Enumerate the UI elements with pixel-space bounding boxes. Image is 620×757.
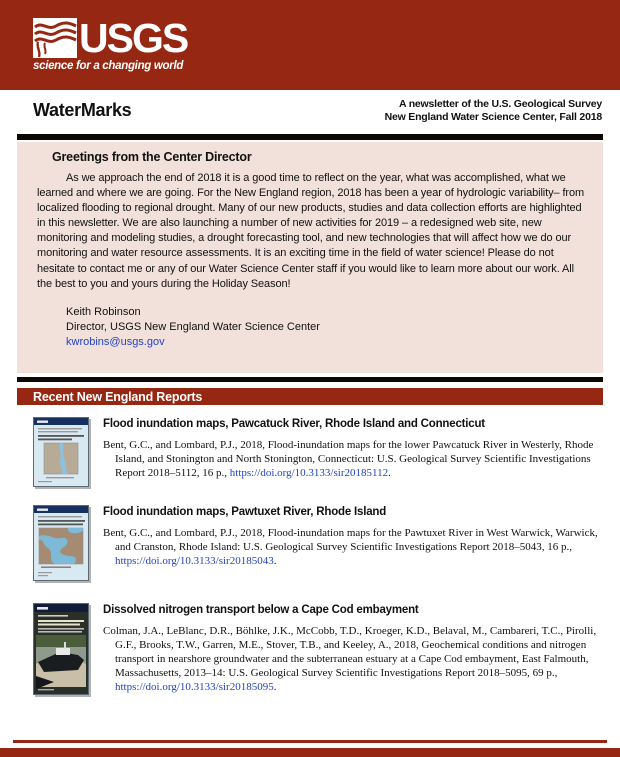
report-cover-thumbnail [33, 505, 89, 581]
doi-link[interactable]: https://doi.org/10.3133/sir20185095 [115, 681, 274, 693]
doi-link[interactable]: https://doi.org/10.3133/sir20185112 [229, 467, 389, 479]
reports-section-heading: Recent New England Reports [33, 389, 203, 404]
newsletter-title: WaterMarks [33, 100, 132, 120]
reports-section-header [17, 388, 603, 405]
report-cover-thumbnail [33, 417, 89, 487]
report-content [103, 603, 603, 694]
signature-title: Director, USGS New England Water Science Center [66, 320, 320, 333]
signature-name: Keith Robinson [66, 305, 141, 318]
report-title: Flood inundation maps, Pawtuxet River, Rhode Island [103, 506, 387, 518]
report-citation [103, 526, 603, 568]
report-citation [103, 624, 603, 694]
signature-email-link[interactable]: kwrobins@usgs.gov [66, 335, 165, 348]
citation-suffix: . [273, 681, 277, 693]
horizontal-rule-middle [17, 377, 603, 382]
newsletter-info [385, 98, 602, 123]
greeting-panel [17, 142, 603, 373]
greeting-heading: Greetings from the Center Director [52, 150, 252, 164]
citation-suffix: . [388, 467, 391, 479]
report-citation [103, 438, 603, 480]
newsletter-info-line2: New England Water Science Center, Fall 2018 [384, 110, 602, 123]
usgs-logo [33, 15, 188, 61]
citation-text: Bent, G.C., and Lombard, P.J., 2018, Flood-inundation maps for the lower Pawcatuck River in Westerly, Rhode Island, and Stonington and North Stonington, Connecticut: U.S. Geological Survey Scientific Investigations Report 2018–5112, 16 p., [103, 439, 594, 479]
horizontal-rule-top [17, 134, 603, 140]
report-title: Dissolved nitrogen transport below a Cape Cod embayment [103, 604, 419, 616]
citation-suffix: . [273, 555, 277, 567]
report-title: Flood inundation maps, Pawcatuck River, Rhode Island and Connecticut [103, 418, 485, 430]
newsletter-header [0, 90, 620, 134]
reports-list [33, 417, 603, 695]
usgs-wave-mark-icon [33, 18, 77, 58]
masthead-banner [0, 0, 620, 90]
greeting-body: As we approach the end of 2018 it is a good time to reflect on the year, what was accomplished, what we learned and where we are going. For the New England region, 2018 has been a year of hydrologic variability– from localized flooding to regional drought. Many of our new products, studies and data collection efforts are highlighted in this newsletter. We are also launching a number of new activities for 2019 – a redesigned web site, new monitoring and modeling studies, a drought forecasting tool, and new technologies that will affect how we do our monitoring and water resource assessments. It is an exciting time in the field of water science! Please do not hesitate to contact me or any of our Water Science Center staff if you would like to learn more about our work. All the best to you and yours during the Holiday Season! [37, 172, 585, 290]
report-content [103, 505, 603, 568]
report-item [33, 417, 603, 505]
report-item [33, 603, 603, 695]
signature-block [66, 305, 603, 350]
footer-thin-rule [13, 740, 607, 743]
citation-text: Colman, J.A., LeBlanc, D.R., Böhlke, J.K., McCobb, T.D., Kroeger, K.D., Belaval, M., Cambareri, T.C., Pirolli, G.F., Brooks, T.W., Garren, M.E., Stover, T.B., and Keeley, A., 2018, Geochemical conditions and nitrogen transport in nearshore groundwater and the subterranean estuary at a Cape Cod embayment, East Falmouth, Massachusetts, 2013–14: U.S. Geological Survey Scientific Investigations Report 2018–5095, 69 p., [103, 625, 597, 679]
usgs-logo-text: USGS [79, 15, 188, 61]
usgs-tagline: science for a changing world [33, 60, 184, 72]
citation-text: Bent, G.C., and Lombard, P.J., 2018, Flood-inundation maps for the Pawtuxet River in West Warwick, Warwick, and Cranston, Rhode Island: U.S. Geological Survey Scientific Investigations Report 2018–5043, 16 p., [103, 527, 598, 553]
newsletter-info-line1: A newsletter of the U.S. Geological Survey [398, 98, 602, 110]
report-content [103, 417, 603, 480]
report-item [33, 505, 603, 603]
report-cover-thumbnail [33, 603, 89, 695]
doi-link[interactable]: https://doi.org/10.3133/sir20185043 [115, 555, 274, 567]
footer-bar [0, 748, 620, 757]
